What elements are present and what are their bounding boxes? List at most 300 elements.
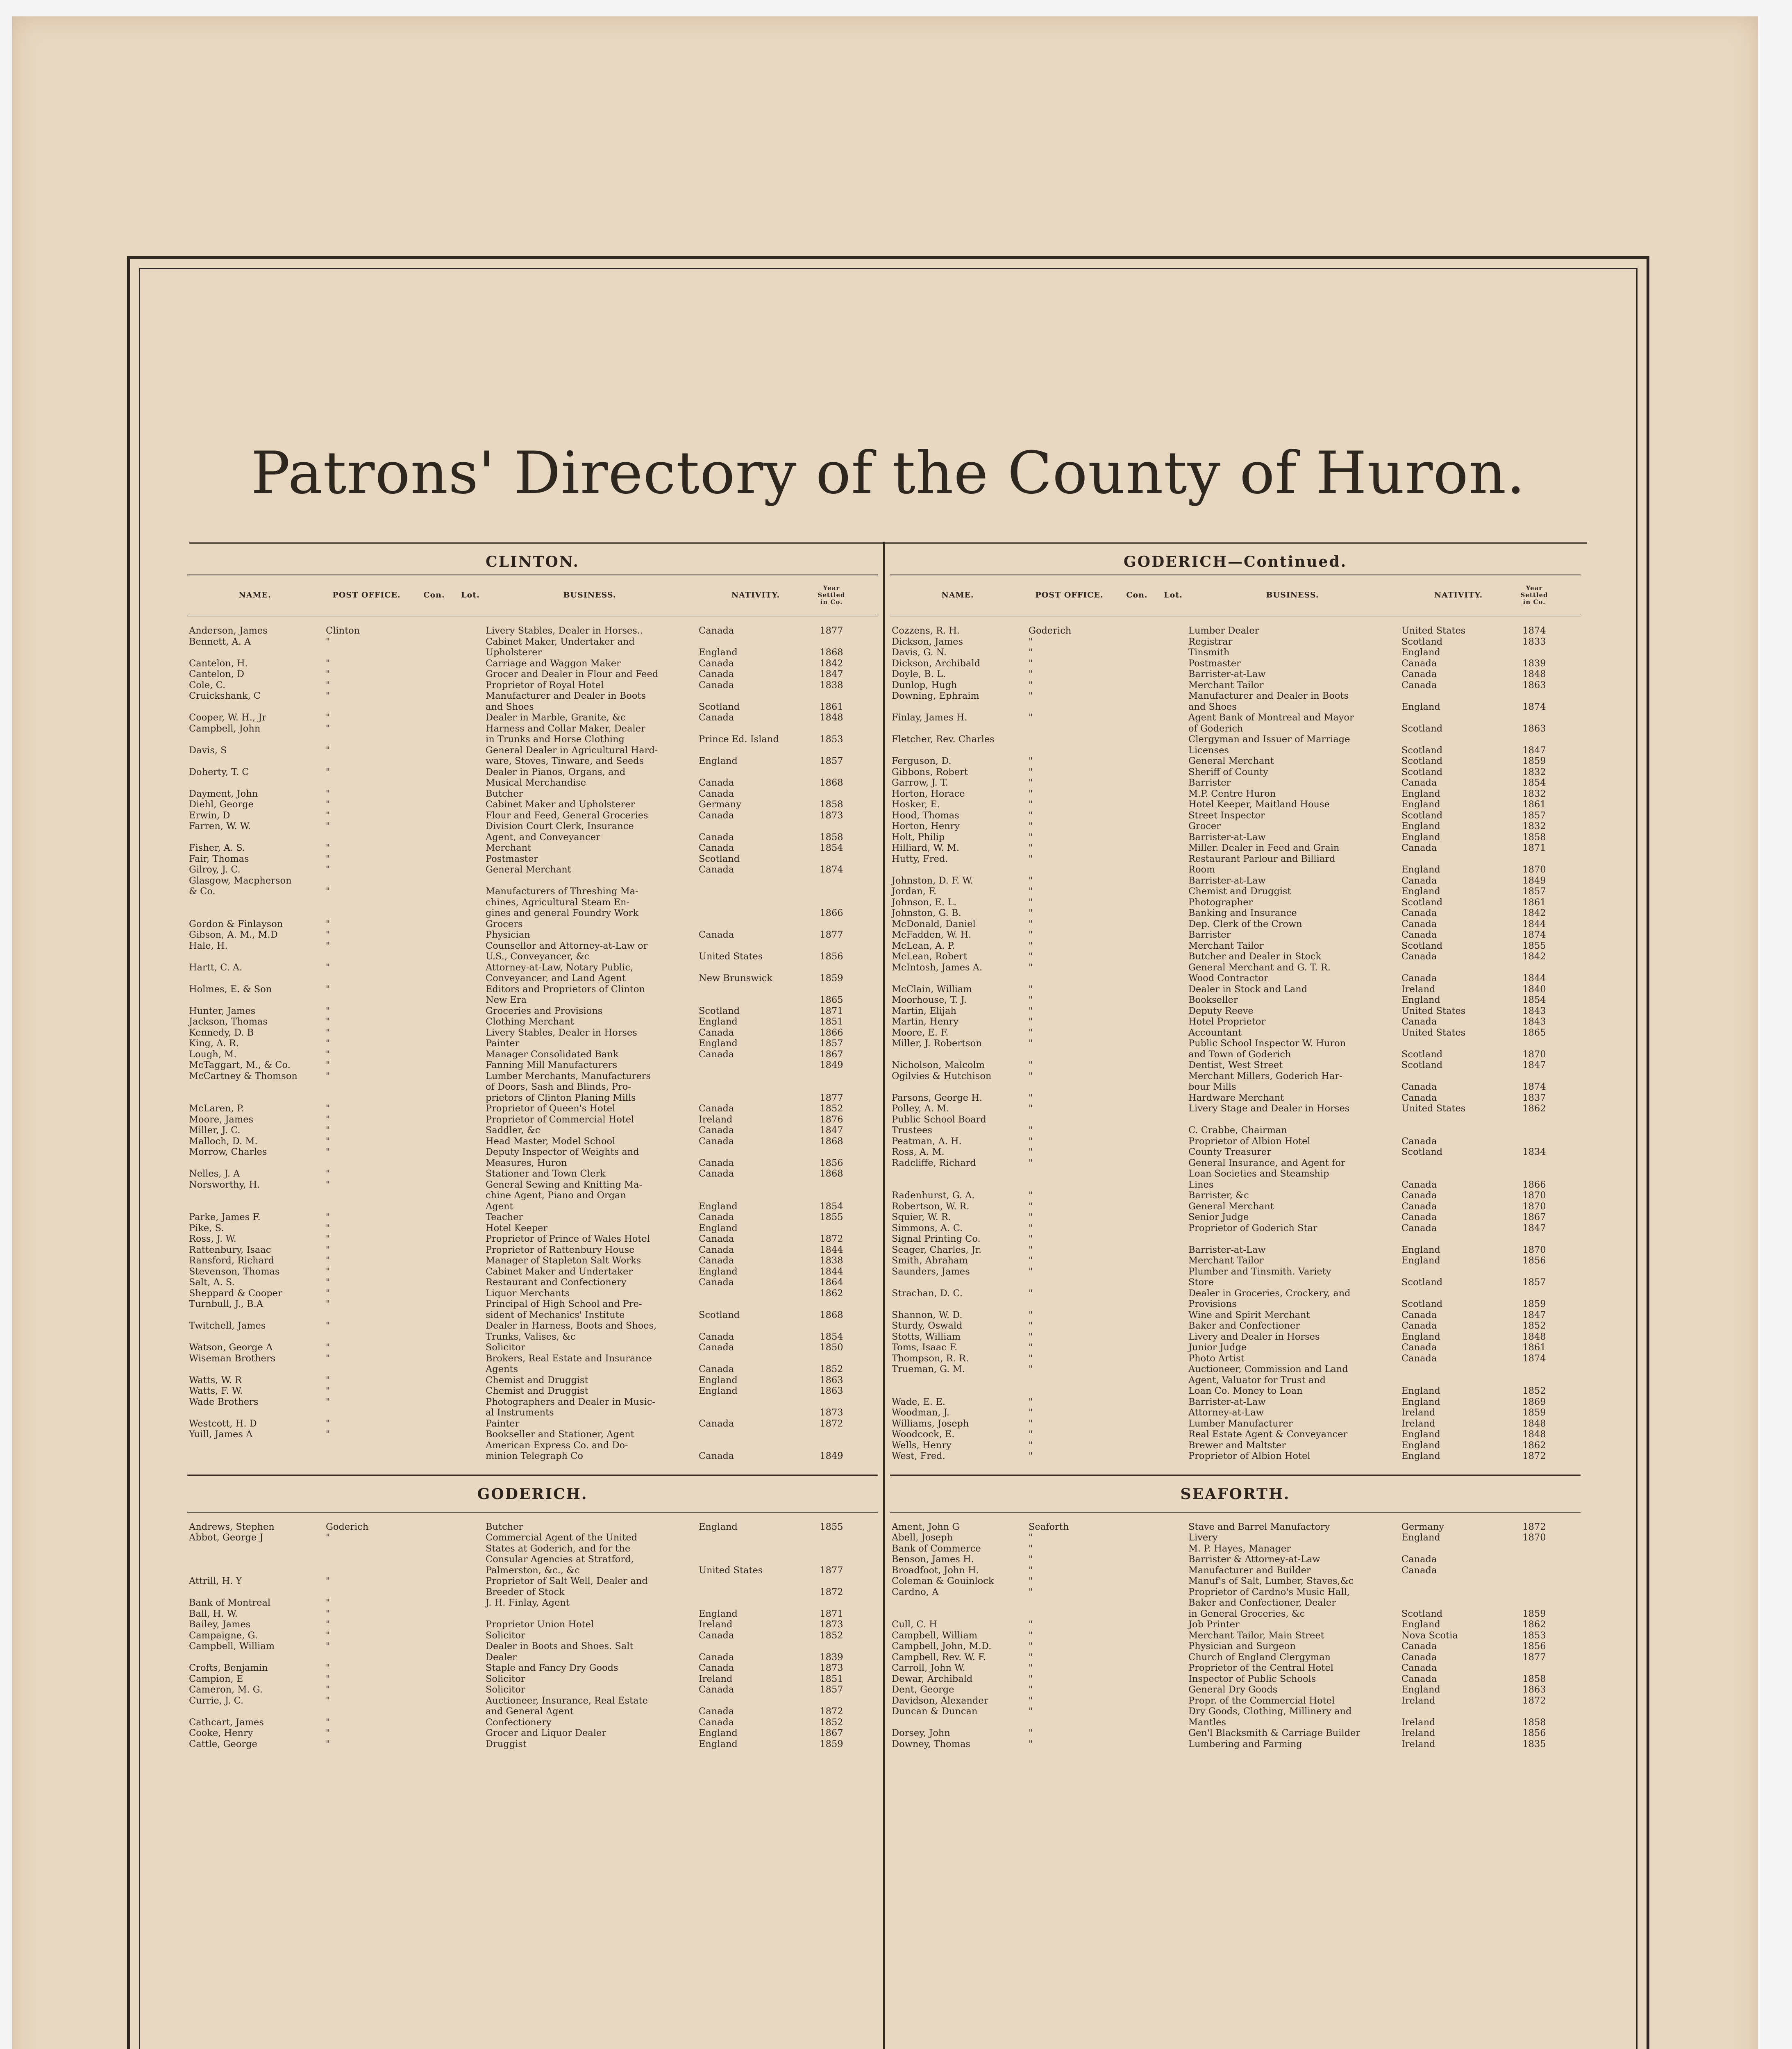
table-row [187,647,878,658]
entry-con [411,1310,458,1321]
entry-lot [1161,745,1186,756]
entry-year [815,1190,848,1201]
entry-name: Bailey, James [189,1619,251,1630]
entry-year: 1852 [1522,1386,1546,1396]
entry-nativity [1399,1125,1518,1136]
entry-lot [458,1684,483,1695]
entry-business: Plumber and Tinsmith. Variety [1188,1266,1331,1277]
table-row [187,1630,878,1641]
entry-post-office [1025,734,1113,745]
entry-con [1113,1630,1161,1641]
entry-name: Gibson, A. M., M.D [189,929,278,940]
entry-nativity: Canada [699,788,734,799]
entry-lot [1161,1223,1186,1234]
entry-year: 1867 [820,1049,843,1060]
entry-nativity: Scotland [1401,1299,1443,1309]
entry-con [411,854,458,865]
entry-nativity: Canada [699,712,734,723]
entry-business: Manuf's of Salt, Lumber, Staves,&c [1188,1576,1354,1586]
entry-con [1113,1608,1161,1620]
entry-nativity [696,995,815,1006]
entry-post-office: " [326,679,330,691]
title-rule [189,542,1587,544]
entry-business: Accountant [1188,1027,1242,1038]
entry-year [1518,1543,1551,1554]
entry-lot [1161,1652,1186,1663]
entry-business: Cabinet Maker, Undertaker and [486,636,635,647]
entry-con [1113,658,1161,669]
entry-name: Trueman, G. M. [892,1364,965,1374]
entry-name [890,1608,1025,1620]
entry-lot [458,712,483,723]
entry-lot [1161,929,1186,940]
entry-year [815,1397,848,1408]
table-row [890,723,1581,734]
entry-lot [1161,1266,1186,1277]
entry-name: Davidson, Alexander [892,1695,988,1706]
entry-con [1113,1136,1161,1147]
entry-year [815,1532,848,1543]
entry-con [1113,1081,1161,1093]
entry-lot [458,1587,483,1598]
entry-con [411,995,458,1006]
entry-nativity: Scotland [699,1309,740,1320]
entry-nativity: Canada [699,1027,734,1038]
header-post-office: POST OFFICE. [332,591,401,600]
entry-post-office [323,1565,411,1576]
table-row [187,1663,878,1674]
entry-business: Manufacturer and Dealer in Boots [486,691,646,701]
entry-name: Malloch, D. M. [189,1136,258,1147]
entry-name: Ament, John G [892,1521,960,1532]
table-row [187,1201,878,1212]
entry-business: Division Court Clerk, Insurance [486,821,634,831]
entry-year [815,821,848,832]
entry-con [411,1619,458,1630]
entry-con [1113,1060,1161,1071]
entry-year: 1870 [1522,1049,1546,1060]
entry-lot [458,734,483,745]
entry-lot [458,636,483,647]
entry-con [1113,1027,1161,1038]
entry-name [890,973,1025,984]
entry-year: 1854 [1522,777,1546,788]
entry-year: 1872 [1522,1451,1546,1461]
entry-nativity [1399,1038,1518,1049]
entry-name: McIntosh, James A. [892,962,983,973]
entry-year: 1839 [1522,658,1546,669]
entry-business: General Merchant [1188,1201,1274,1212]
entry-name: Wiseman Brothers [189,1353,276,1364]
entry-lot [458,1532,483,1543]
entry-year: 1877 [820,929,843,940]
table-row [187,1071,878,1082]
entry-con [411,1071,458,1082]
entry-year: 1847 [820,669,843,679]
entry-business: Staple and Fancy Dry Goods [486,1663,618,1673]
entry-year: 1857 [820,1684,843,1695]
entry-lot [458,1397,483,1408]
entry-name: Wade Brothers [189,1396,259,1407]
entry-year: 1848 [1522,1331,1546,1342]
entry-year: 1842 [820,658,843,669]
entry-name: Signal Printing Co. [892,1233,981,1244]
entry-lot [1161,940,1186,952]
entry-name: Woodman, J. [892,1407,950,1418]
entry-con [1113,1695,1161,1706]
entry-con [1113,1310,1161,1321]
entry-post-office: " [1029,669,1033,679]
entry-lot [1161,1407,1186,1418]
entry-business: Proprietor of Albion Hotel [1188,1451,1310,1461]
entry-business: American Express Co. and Do- [486,1440,628,1451]
section-heading-clinton: CLINTON. [187,546,878,575]
entry-nativity: Scotland [1401,1608,1443,1619]
entry-business: Butcher [486,788,523,799]
entry-con [1113,1277,1161,1288]
entry-year: 1852 [820,1364,843,1374]
entry-name: Sturdy, Oswald [892,1320,963,1331]
entry-name: Dorsey, John [892,1728,950,1738]
entry-business: Butcher [486,1521,523,1532]
entry-business: Gen'l Blacksmith & Carriage Builder [1188,1728,1360,1738]
entry-business: Principal of High School and Pre- [486,1299,642,1309]
entry-lot [1161,1147,1186,1158]
entry-name: Peatman, A. H. [892,1136,962,1147]
entry-name: Shannon, W. D. [892,1309,963,1320]
entry-name: Trustees [892,1125,933,1136]
entry-name: Ross, J. W. [189,1233,236,1244]
entry-year: 1862 [1522,1619,1546,1630]
entry-name: Coleman & Gouinlock [892,1576,994,1586]
entry-year [815,788,848,800]
entry-year: 1847 [1522,1222,1546,1233]
entry-business: Barrister, &c [1188,1190,1249,1201]
entry-nativity: Scotland [1401,1277,1443,1288]
entry-post-office: " [1029,1532,1033,1543]
entry-lot [1161,1158,1186,1169]
entry-post-office: " [326,1168,330,1179]
entry-year: 1857 [1522,886,1546,897]
entry-lot [1161,1310,1186,1321]
entry-business: Saddler, &c [486,1125,541,1136]
entry-name [187,1158,323,1169]
entry-name: Campbell, John, M.D. [892,1641,992,1651]
entry-year [1518,1565,1551,1576]
table-row [890,973,1581,984]
entry-nativity: Scotland [1401,766,1443,777]
entry-year: 1844 [820,1266,843,1277]
entry-lot [458,875,483,886]
entry-year: 1862 [1522,1440,1546,1451]
entry-year [1518,647,1551,658]
entry-post-office: " [326,1386,330,1396]
entry-lot [458,669,483,680]
entry-name: Robertson, W. R. [892,1201,970,1212]
entry-lot [1161,1663,1186,1674]
table-row [187,723,878,734]
entry-year: 1874 [1522,701,1546,712]
section-heading-goderich: GODERICH. [187,1474,878,1513]
entry-post-office: " [1029,810,1033,821]
entry-nativity: Canada [699,1342,734,1353]
entry-nativity [1399,962,1518,973]
entry-nativity: Nova Scotia [1401,1630,1458,1641]
entry-name: Cruickshank, C [189,691,261,701]
entry-nativity [1399,691,1518,702]
entry-lot [458,1717,483,1728]
entry-lot [458,756,483,767]
entry-con [1113,1049,1161,1060]
entry-lot [1161,1739,1186,1750]
entry-name: Public School Board [892,1114,986,1125]
entry-business: Livery [1188,1532,1218,1543]
entry-con [411,669,458,680]
entry-con [411,1168,458,1179]
entry-con [1113,1619,1161,1630]
entry-year: 1873 [820,1619,843,1630]
entry-post-office: " [1029,1451,1033,1461]
entry-post-office: " [1029,1630,1033,1641]
entry-post-office [1025,1049,1113,1060]
table-row [187,843,878,854]
column-header [890,575,1581,616]
entry-business: Baker and Confectioner [1188,1320,1300,1331]
entry-year: 1863 [1522,723,1546,734]
entry-business: Public School Inspector W. Huron [1188,1038,1346,1049]
entry-business: chine Agent, Piano and Organ [486,1190,626,1201]
entry-name: Miller, J. C. [189,1125,241,1136]
entry-business: Agent Bank of Montreal and Mayor [1188,712,1354,723]
table-row [187,940,878,952]
entry-business: Dep. Clerk of the Crown [1188,918,1302,929]
entry-business: Dealer in Stock and Land [1188,984,1308,995]
entry-nativity: Canada [1401,1353,1437,1364]
entry-business: Commercial Agent of the United [486,1532,638,1543]
table-row [187,962,878,973]
entry-lot [458,1706,483,1717]
atlas-page [12,16,1758,2049]
table-row [187,1429,878,1440]
entry-business: Solicitor [486,1342,525,1353]
entry-nativity [1399,1543,1518,1554]
table-row [890,1049,1581,1060]
entry-lot [1161,1016,1186,1027]
entry-con [411,951,458,962]
entry-name: Wells, Henry [892,1440,952,1451]
table-row [890,1576,1581,1587]
entry-nativity [696,1641,815,1652]
entry-con [411,1245,458,1256]
table-row [890,1364,1581,1375]
entry-business: M. P. Hayes, Manager [1188,1543,1291,1554]
entry-post-office [323,1652,411,1663]
entry-lot [1161,1674,1186,1685]
entry-year: 1873 [820,1663,843,1673]
entry-year: 1866 [820,1027,843,1038]
entry-nativity: England [699,1266,738,1277]
entry-con [411,767,458,778]
entry-year: 1874 [1522,929,1546,940]
entry-business: Postmaster [1188,658,1241,669]
entry-post-office: " [1029,1222,1033,1233]
table-row [187,1299,878,1310]
entry-business: Butcher and Dealer in Stock [1188,951,1322,962]
entry-con [1113,810,1161,821]
table-row [187,1386,878,1397]
entry-con [1113,919,1161,930]
entry-lot [458,680,483,691]
entry-year: 1855 [1522,940,1546,951]
entry-business: Restaurant Parlour and Billiard [1188,853,1335,864]
entry-con [411,1027,458,1038]
entry-con [411,1717,458,1728]
entry-name: Davis, G. N. [892,647,947,658]
entry-post-office: " [326,1608,330,1619]
entry-post-office: " [1029,843,1033,853]
table-row [187,636,878,647]
table-row [890,1375,1581,1386]
entry-lot [458,919,483,930]
entry-post-office: " [1029,788,1033,799]
entry-nativity: Canada [699,1331,734,1342]
entry-business: Manager Consolidated Bank [486,1049,619,1060]
table-row [890,1554,1581,1565]
entry-con [411,1179,458,1190]
entry-name: Thompson, R. R. [892,1353,969,1364]
entry-post-office: Seaforth [1029,1521,1069,1532]
entry-year [815,940,848,952]
entry-lot [1161,734,1186,745]
entry-con [1113,1331,1161,1343]
table-row [890,1179,1581,1190]
column-header [187,575,878,616]
table-row [890,810,1581,821]
entry-lot [458,1565,483,1576]
entry-name: Squier, W. R. [892,1212,951,1222]
entry-nativity: Scotland [1401,723,1443,734]
entry-nativity [1399,1233,1518,1245]
entry-con [1113,777,1161,788]
entry-nativity [1399,1576,1518,1587]
entry-year: 1857 [820,756,843,766]
entry-post-office: " [1029,1728,1033,1738]
entry-nativity [696,1429,815,1440]
entry-post-office [323,1554,411,1565]
entry-lot [1161,1245,1186,1256]
entry-lot [458,1136,483,1147]
entry-business: Hotel Keeper [486,1222,548,1233]
entry-business: Livery and Dealer in Horses [1188,1331,1320,1342]
entry-post-office [323,777,411,788]
table-row [187,1027,878,1038]
entry-post-office: " [326,1597,330,1608]
entry-lot [1161,1695,1186,1706]
entry-name: Rattenbury, Isaac [189,1244,271,1255]
table-row [187,1706,878,1717]
entry-con [411,1125,458,1136]
entry-year: 1871 [1522,843,1546,853]
entry-nativity: England [699,1738,738,1749]
entry-business: Head Master, Model School [486,1136,616,1147]
entry-year [815,691,848,702]
entry-post-office [323,1201,411,1212]
entry-year [1518,1288,1551,1299]
entry-name: Bank of Montreal [189,1597,271,1608]
entry-nativity: England [699,1521,738,1532]
table-row [890,1717,1581,1728]
entry-business: Merchant Millers, Goderich Har- [1188,1070,1342,1081]
table-row [187,1641,878,1652]
entry-name: Fisher, A. S. [189,843,245,853]
entry-con [1113,788,1161,800]
entry-name: McClain, William [892,984,972,995]
entry-lot [458,1429,483,1440]
entry-lot [1161,1006,1186,1017]
entry-business: and Shoes [1188,701,1237,712]
entry-year: 1848 [820,712,843,723]
table-row [187,929,878,940]
table-row [890,1136,1581,1147]
entry-con [411,702,458,713]
entry-post-office [323,908,411,919]
entry-lot [1161,854,1186,865]
entry-business: Lumber Manufacturer [1188,1418,1293,1429]
entry-year: 1861 [1522,1342,1546,1353]
entry-business: Dealer [486,1651,517,1663]
entry-year: 1855 [820,1521,843,1532]
entry-business: Carriage and Waggon Maker [486,658,621,669]
entry-name [187,1440,323,1451]
table-row [187,1233,878,1245]
table-row [187,1320,878,1331]
entry-lot [458,1674,483,1685]
entry-con [1113,897,1161,908]
entry-year [1518,1158,1551,1169]
entry-post-office: " [1029,777,1033,788]
entry-year: 1877 [820,1092,843,1103]
entry-con [1113,1554,1161,1565]
entry-name: Cull, C. H [892,1619,937,1630]
entry-business: Deputy Inspector of Weights and [486,1147,639,1157]
entry-post-office [1025,1386,1113,1397]
entry-con [1113,1576,1161,1587]
entry-year: 1854 [820,1201,843,1212]
entry-con [411,1587,458,1598]
entry-con [411,1320,458,1331]
entry-year: 1873 [820,1407,843,1418]
entry-post-office: " [326,1136,330,1147]
entry-year [1518,1364,1551,1375]
entry-lot [1161,723,1186,734]
entry-name: Lough, M. [189,1049,237,1060]
entry-year: 1864 [820,1277,843,1288]
entry-con [1113,1364,1161,1375]
entry-post-office [323,1543,411,1554]
entry-con [411,1522,458,1533]
entry-business: Solicitor [486,1673,525,1684]
entry-nativity [696,1093,815,1104]
table-row [890,1522,1581,1533]
entry-name: Diehl, George [189,799,254,810]
entry-name: Crofts, Benjamin [189,1663,268,1673]
entry-year: 1848 [1522,1418,1546,1429]
entry-year: 1852 [820,1630,843,1641]
entry-lot [1161,962,1186,973]
entry-nativity: Canada [699,625,734,636]
entry-name [187,1652,323,1663]
table-row [187,897,878,908]
